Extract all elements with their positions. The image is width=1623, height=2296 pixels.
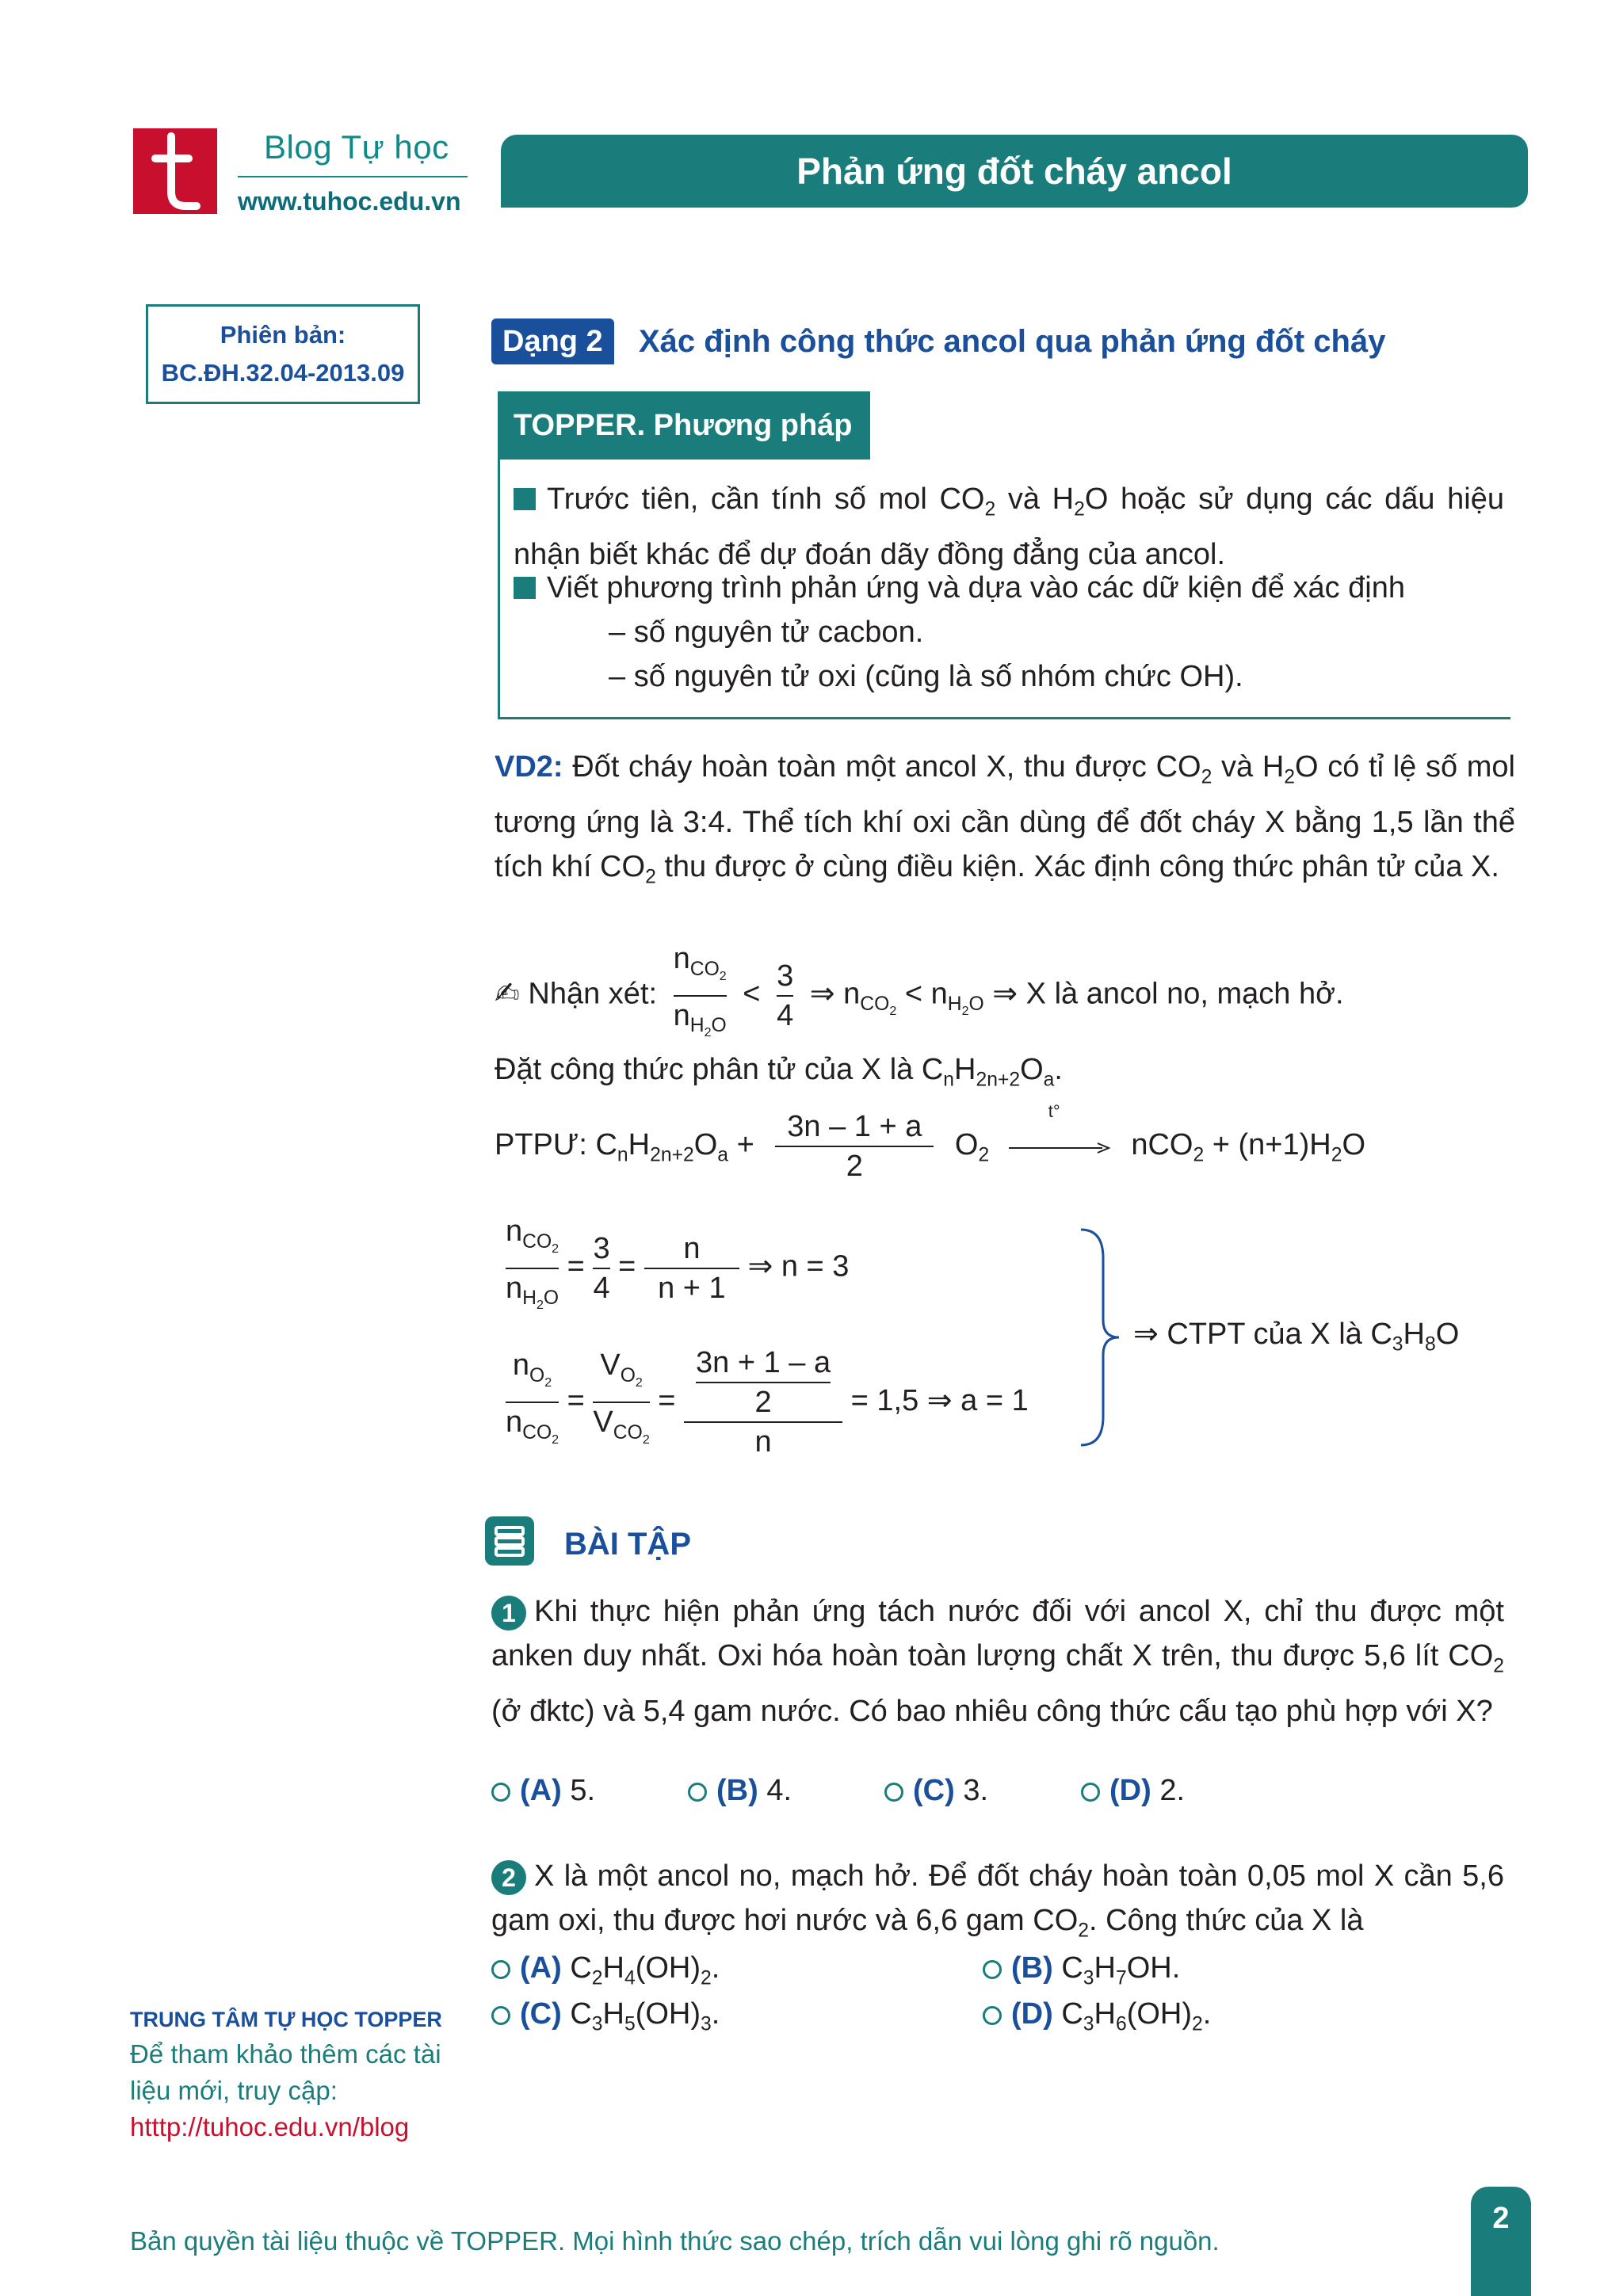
center-name: TRUNG TÂM TỰ HỌC TOPPER xyxy=(130,2008,442,2031)
copyright-text: Bản quyền tài liệu thuộc về TOPPER. Mọi hình thức sao chép, trích dẫn vui lòng ghi rõ nguồn. xyxy=(130,2226,1220,2256)
logo-t-icon xyxy=(133,128,217,214)
page-title: Phản ứng đốt cháy ancol xyxy=(501,135,1528,208)
option-c[interactable]: (C) 3. xyxy=(884,1768,1081,1813)
question-1-options xyxy=(491,1768,1185,1813)
center-info: Để tham khảo thêm các tài liệu mới, truy cập: htttp://tuhoc.edu.vn/blog xyxy=(130,2036,447,2145)
version-label: Phiên bản: xyxy=(220,321,346,349)
question-1: 1 Khi thực hiện phản ứng tách nước đối với ancol X, chỉ thu được một anken duy nhất. Oxi hóa hoàn toàn lượng chất X trên, thu được 5,6 lít $CO_2$ (ở đktc) và 5,4 gam nước. Có bao nhiêu công thức cấu tạo phù hợp với X? xyxy=(491,1595,1504,1728)
bullet-square-icon xyxy=(514,488,536,510)
logo xyxy=(133,128,217,214)
brace-icon xyxy=(1079,1226,1127,1452)
reaction-arrow-icon xyxy=(1009,1140,1112,1156)
page-number: 2 xyxy=(1471,2187,1531,2296)
option-a[interactable]: (A) 5. xyxy=(491,1768,688,1813)
option-q2-a[interactable]: (A) $C_2H_4(OH)_2$. xyxy=(491,1946,720,2001)
example-text: VD2: Đốt cháy hoàn toàn một ancol X, thu được $CO_2$ và $H_2O$ có tỉ lệ số mol tương ứng là 3:4. Thể tích khí oxi cần dùng để đốt cháy X bằng 1,5 lần thể tích khí $CO_2$ thu được ở cùng điều kiện. Xác định công thức phân tử của X. xyxy=(495,750,1515,888)
books-icon xyxy=(485,1516,534,1566)
section-badge: Dạng 2 xyxy=(491,318,614,364)
bullet-square-icon xyxy=(514,577,536,599)
question-number: 1 xyxy=(491,1596,526,1630)
blog-name: Blog Tự học xyxy=(264,128,449,166)
method-header: TOPPER. Phương pháp xyxy=(498,391,870,460)
question-number: 2 xyxy=(491,1860,526,1895)
ratio-equation-1: $\frac{n_{CO_2}}{n_{H_2O}}$ = $\frac{3}{4}$ = $\frac{n}{n + 1}$ ⇒ n = 3 xyxy=(506,1212,849,1324)
version-box xyxy=(146,304,420,404)
remark-line: ✍ Nhận xét: $\frac{n_{CO_2}}{n_{H_2O}}$ < $\frac{3}{4}$ ⇒ $n_{CO_2} < n_{H_2O}$ ⇒ X là ancol no, mạch hở. xyxy=(495,940,1344,1051)
method-sub-1: – số nguyên tử cacbon. xyxy=(609,616,924,649)
method-item-1: Trước tiên, cần tính số mol $CO_2$ và $H_2O$ hoặc sử dụng các dấu hiệu nhận biết khác để dự đoán dãy đồng đẳng của ancol. xyxy=(514,482,1504,571)
pencil-icon: ✍ xyxy=(495,977,520,1011)
option-q2-c[interactable]: (C) $C_3H_5(OH)_3$. xyxy=(491,1992,720,2047)
ratio-equation-2: $\frac{n_{O_2}}{n_{CO_2}}$ = $\frac{V_{O_2}}{V_{CO_2}}$ = $\frac{\frac{3n + 1 - a}{2}}{n}$ = 1,5 ⇒ a = 1 xyxy=(506,1344,1029,1461)
center-url[interactable]: htttp://tuhoc.edu.vn/blog xyxy=(130,2112,410,2142)
option-b[interactable]: (B) 4. xyxy=(688,1768,884,1813)
conclusion-line: ⇒ CTPT của X là $C_3H_8O$ xyxy=(1133,1318,1460,1356)
option-d[interactable]: (D) 2. xyxy=(1081,1768,1185,1813)
method-sub-2: – số nguyên tử oxi (cũng là số nhóm chức OH). xyxy=(609,660,1243,693)
section-title: Xác định công thức ancol qua phản ứng đốt cháy xyxy=(639,324,1386,359)
ptpu-line: PTPƯ: $C_nH_{2n+2}O_a$ + $\frac{3n - 1 + a}{2}$ $O_2$ t° $nCO_2 + (n+1)H_2O$ xyxy=(495,1101,1366,1183)
example-label: VD2: xyxy=(495,750,563,784)
site-url[interactable]: www.tuhoc.edu.vn xyxy=(238,187,461,215)
exercises-title: BÀI TẬP xyxy=(564,1527,691,1562)
option-q2-d[interactable]: (D) $C_3H_6(OH)_2$. xyxy=(983,1992,1211,2047)
question-2: 2 X là một ancol no, mạch hở. Để đốt cháy hoàn toàn 0,05 mol X cần 5,6 gam oxi, thu được hơi nước và 6,6 gam $CO_2$. Công thức của X là xyxy=(491,1859,1504,1942)
formula-intro: Đặt công thức phân tử của X là $C_nH_{2n+2}O_a$. xyxy=(495,1053,1063,1091)
logo-divider xyxy=(238,176,468,177)
version-code: BC.ĐH.32.04-2013.09 xyxy=(161,359,405,387)
method-item-2: Viết phương trình phản ứng và dựa vào các dữ kiện để xác định xyxy=(514,566,1504,610)
option-q2-b[interactable]: (B) $C_3H_7OH$. xyxy=(983,1946,1180,2001)
